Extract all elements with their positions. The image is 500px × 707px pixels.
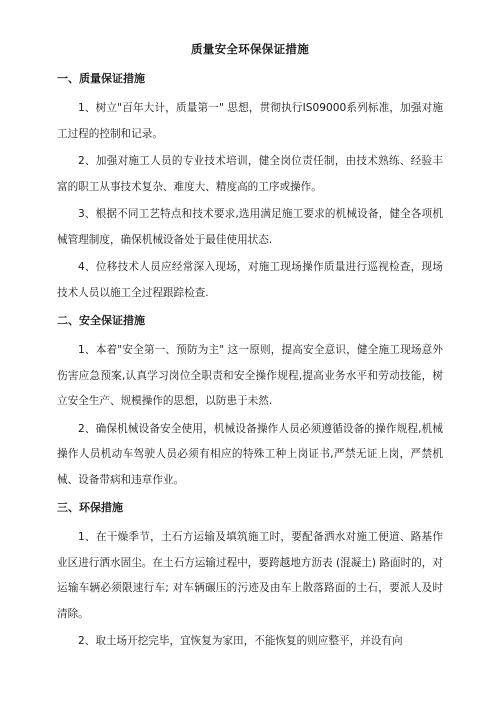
section-safety — [57, 312, 443, 493]
paragraph: 1、本着"安全第一、预防为主" 这一原则，提高安全意识，健全施工现场意外伤害应急预案,认真学习岗位全职责和安全操作规程,提高业务水平和劳动技能，树立安全生产、规模操作的思想，以防患于未然. — [57, 344, 443, 407]
paragraph: 4、位移技术人员应经常深入现场，对施工现场操作质量进行巡视检查，现场技术人员以施工全过程跟踪检查. — [57, 261, 443, 299]
section-heading: 三、环保措施 — [57, 501, 123, 514]
document-title: 质量安全环保保证措施 — [191, 42, 309, 56]
paragraph: 1、在干燥季节，土石方运输及填筑施工时，要配备洒水对施工便道、路基作业区进行洒水固尘。在土石方运输过程中，要跨越地方沥表 (混凝土) 路面时的，对运输车辆必须限速行车; 对车辆碾压的污迹及由车上散落路面的土石，要派人及时清除。 — [57, 531, 443, 620]
section-heading: 一、质量保证措施 — [57, 72, 145, 85]
document-body — [57, 40, 443, 661]
paragraph: 2、确保机械设备安全使用，机械设备操作人员必须遵循设备的操作规程,机械操作人员机动车驾驶人员必须有相应的特殊工种上岗证书,严禁无证上岗，严禁机械、设备带病和违章作业。 — [57, 422, 443, 486]
paragraph: 2、加强对施工人员的专业技术培训，健全岗位责任制，由技术熟练、经验丰富的职工从事技术复杂、难度大、精度高的工序或操作。 — [57, 155, 443, 193]
paragraph: 2、取土场开挖完毕，宜恢复为家田，不能恢复的则应整平，并设有向 — [78, 635, 403, 647]
section-environment — [57, 499, 443, 655]
section-heading: 二、安全保证措施 — [57, 314, 145, 327]
paragraph: 3、根据不同工艺特点和技术要求,选用满足施工要求的机械设备，健全各项机械管理制度，确保机械设备处于最佳使用状态. — [57, 208, 443, 246]
section-quality — [57, 70, 443, 306]
paragraph: 1、树立"百年大计，质量第一" 思想，贯彻执行IS09000系列标准，加强对施工过程的控制和记录。 — [57, 102, 443, 140]
